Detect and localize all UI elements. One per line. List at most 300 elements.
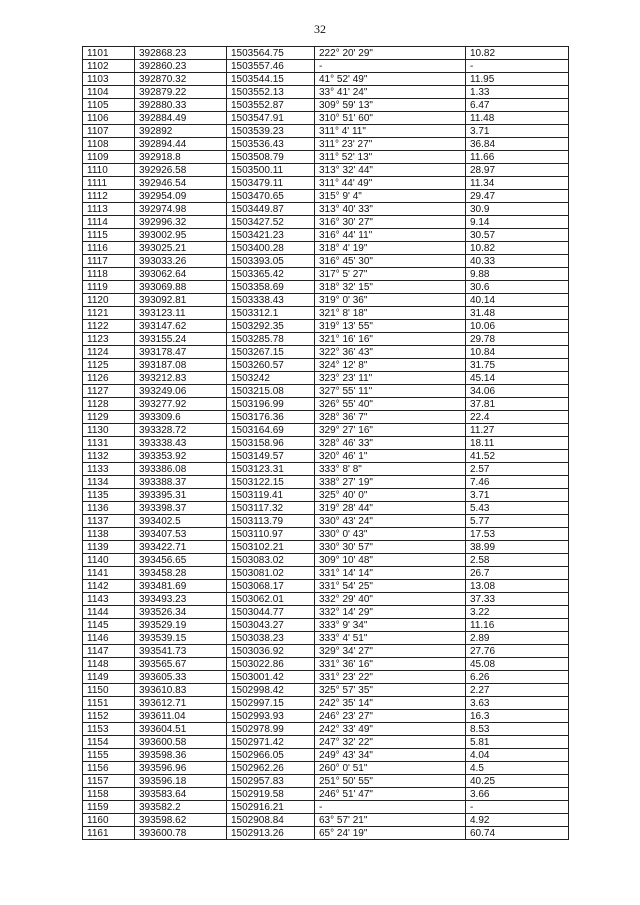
distance-cell: 4.92 [466, 814, 569, 827]
table-row [83, 333, 569, 346]
table-row [83, 645, 569, 658]
point-id-cell: 1137 [83, 515, 135, 528]
point-id-cell: 1109 [83, 151, 135, 164]
x-coordinate-cell: 393033.26 [135, 255, 227, 268]
y-coordinate-cell: 1502916.21 [227, 801, 315, 814]
bearing-cell: 331° 36' 16" [315, 658, 466, 671]
x-coordinate-cell: 393328.72 [135, 424, 227, 437]
distance-cell: 36.84 [466, 138, 569, 151]
bearing-cell: 311° 23' 27" [315, 138, 466, 151]
point-id-cell: 1146 [83, 632, 135, 645]
x-coordinate-cell: 393526.34 [135, 606, 227, 619]
point-id-cell: 1155 [83, 749, 135, 762]
y-coordinate-cell: 1503312.1 [227, 307, 315, 320]
table-row [83, 567, 569, 580]
y-coordinate-cell: 1502978.99 [227, 723, 315, 736]
coordinates-table-body [83, 47, 569, 840]
y-coordinate-cell: 1503547.91 [227, 112, 315, 125]
point-id-cell: 1141 [83, 567, 135, 580]
x-coordinate-cell: 393456.65 [135, 554, 227, 567]
distance-cell: 29.78 [466, 333, 569, 346]
bearing-cell: 322° 36' 43" [315, 346, 466, 359]
bearing-cell: 321° 8' 18" [315, 307, 466, 320]
distance-cell: 2.89 [466, 632, 569, 645]
y-coordinate-cell: 1503470.65 [227, 190, 315, 203]
x-coordinate-cell: 392860.23 [135, 60, 227, 73]
x-coordinate-cell: 393002.95 [135, 229, 227, 242]
point-id-cell: 1110 [83, 164, 135, 177]
point-id-cell: 1152 [83, 710, 135, 723]
table-row [83, 502, 569, 515]
y-coordinate-cell: 1502957.83 [227, 775, 315, 788]
table-row [83, 606, 569, 619]
y-coordinate-cell: 1503001.42 [227, 671, 315, 684]
table-row [83, 684, 569, 697]
distance-cell: 9.88 [466, 268, 569, 281]
distance-cell: 11.27 [466, 424, 569, 437]
table-row [83, 229, 569, 242]
distance-cell: 2.58 [466, 554, 569, 567]
x-coordinate-cell: 393481.69 [135, 580, 227, 593]
distance-cell: 11.95 [466, 73, 569, 86]
distance-cell: 10.82 [466, 47, 569, 60]
y-coordinate-cell: 1503083.02 [227, 554, 315, 567]
x-coordinate-cell: 392868.23 [135, 47, 227, 60]
point-id-cell: 1147 [83, 645, 135, 658]
bearing-cell: 321° 16' 16" [315, 333, 466, 346]
bearing-cell: 330° 0' 43" [315, 528, 466, 541]
y-coordinate-cell: 1502971.42 [227, 736, 315, 749]
x-coordinate-cell: 393610.83 [135, 684, 227, 697]
y-coordinate-cell: 1503113.79 [227, 515, 315, 528]
point-id-cell: 1161 [83, 827, 135, 840]
x-coordinate-cell: 393398.37 [135, 502, 227, 515]
bearing-cell: 309° 10' 48" [315, 554, 466, 567]
point-id-cell: 1151 [83, 697, 135, 710]
table-row [83, 60, 569, 73]
bearing-cell: 328° 46' 33" [315, 437, 466, 450]
bearing-cell: 323° 23' 11" [315, 372, 466, 385]
point-id-cell: 1123 [83, 333, 135, 346]
point-id-cell: 1145 [83, 619, 135, 632]
x-coordinate-cell: 393277.92 [135, 398, 227, 411]
table-row [83, 112, 569, 125]
bearing-cell: 316° 30' 27" [315, 216, 466, 229]
x-coordinate-cell: 392946.54 [135, 177, 227, 190]
bearing-cell: 242° 33' 49" [315, 723, 466, 736]
table-row [83, 749, 569, 762]
y-coordinate-cell: 1502966.05 [227, 749, 315, 762]
y-coordinate-cell: 1503544.15 [227, 73, 315, 86]
bearing-cell: 249° 43' 34" [315, 749, 466, 762]
table-row [83, 424, 569, 437]
x-coordinate-cell: 393353.92 [135, 450, 227, 463]
table-row [83, 203, 569, 216]
x-coordinate-cell: 393212.83 [135, 372, 227, 385]
point-id-cell: 1107 [83, 125, 135, 138]
x-coordinate-cell: 392884.49 [135, 112, 227, 125]
page-number: 32 [314, 22, 326, 36]
x-coordinate-cell: 393600.58 [135, 736, 227, 749]
y-coordinate-cell: 1503358.69 [227, 281, 315, 294]
distance-cell: 26.7 [466, 567, 569, 580]
y-coordinate-cell: 1503539.23 [227, 125, 315, 138]
point-id-cell: 1118 [83, 268, 135, 281]
point-id-cell: 1125 [83, 359, 135, 372]
table-row [83, 593, 569, 606]
table-row [83, 216, 569, 229]
distance-cell: 9.14 [466, 216, 569, 229]
point-id-cell: 1142 [83, 580, 135, 593]
y-coordinate-cell: 1503479.11 [227, 177, 315, 190]
distance-cell: 34.06 [466, 385, 569, 398]
y-coordinate-cell: 1503038.23 [227, 632, 315, 645]
x-coordinate-cell: 392894.44 [135, 138, 227, 151]
y-coordinate-cell: 1503365.42 [227, 268, 315, 281]
bearing-cell: 332° 29' 40" [315, 593, 466, 606]
point-id-cell: 1132 [83, 450, 135, 463]
table-row [83, 632, 569, 645]
distance-cell: 30.6 [466, 281, 569, 294]
distance-cell: 3.22 [466, 606, 569, 619]
table-row [83, 125, 569, 138]
bearing-cell: 333° 4' 51" [315, 632, 466, 645]
point-id-cell: 1130 [83, 424, 135, 437]
y-coordinate-cell: 1502913.26 [227, 827, 315, 840]
y-coordinate-cell: 1502997.15 [227, 697, 315, 710]
distance-cell: 37.33 [466, 593, 569, 606]
bearing-cell: 319° 0' 36" [315, 294, 466, 307]
bearing-cell: 331° 23' 22" [315, 671, 466, 684]
table-row [83, 281, 569, 294]
distance-cell: 37.81 [466, 398, 569, 411]
table-row [83, 515, 569, 528]
point-id-cell: 1160 [83, 814, 135, 827]
bearing-cell: 311° 44' 49" [315, 177, 466, 190]
x-coordinate-cell: 393565.67 [135, 658, 227, 671]
distance-cell: 5.81 [466, 736, 569, 749]
x-coordinate-cell: 393388.37 [135, 476, 227, 489]
x-coordinate-cell: 392892 [135, 125, 227, 138]
bearing-cell: 333° 8' 8" [315, 463, 466, 476]
bearing-cell: 333° 9' 34" [315, 619, 466, 632]
point-id-cell: 1154 [83, 736, 135, 749]
point-id-cell: 1114 [83, 216, 135, 229]
point-id-cell: 1120 [83, 294, 135, 307]
table-row [83, 164, 569, 177]
distance-cell: 11.48 [466, 112, 569, 125]
distance-cell: 18.11 [466, 437, 569, 450]
distance-cell: 3.66 [466, 788, 569, 801]
y-coordinate-cell: 1503267.15 [227, 346, 315, 359]
bearing-cell: 310° 51' 60" [315, 112, 466, 125]
table-row [83, 736, 569, 749]
x-coordinate-cell: 393147.62 [135, 320, 227, 333]
bearing-cell: 63° 57' 21" [315, 814, 466, 827]
distance-cell: 28.97 [466, 164, 569, 177]
distance-cell: 31.75 [466, 359, 569, 372]
distance-cell: 29.47 [466, 190, 569, 203]
point-id-cell: 1127 [83, 385, 135, 398]
bearing-cell: 325° 40' 0" [315, 489, 466, 502]
y-coordinate-cell: 1502962.26 [227, 762, 315, 775]
distance-cell: 45.14 [466, 372, 569, 385]
table-row [83, 47, 569, 60]
y-coordinate-cell: 1503062.01 [227, 593, 315, 606]
table-row [83, 827, 569, 840]
bearing-cell: 324° 12' 8" [315, 359, 466, 372]
bearing-cell: 317° 5' 27" [315, 268, 466, 281]
table-row [83, 411, 569, 424]
bearing-cell: 41° 52' 49" [315, 73, 466, 86]
y-coordinate-cell: 1503508.79 [227, 151, 315, 164]
distance-cell: 2.27 [466, 684, 569, 697]
table-row [83, 372, 569, 385]
distance-cell: 4.04 [466, 749, 569, 762]
x-coordinate-cell: 393611.04 [135, 710, 227, 723]
table-row [83, 528, 569, 541]
point-id-cell: 1149 [83, 671, 135, 684]
distance-cell: - [466, 801, 569, 814]
point-id-cell: 1106 [83, 112, 135, 125]
y-coordinate-cell: 1503164.69 [227, 424, 315, 437]
table-row [83, 138, 569, 151]
bearing-cell: 316° 44' 11" [315, 229, 466, 242]
distance-cell: 31.48 [466, 307, 569, 320]
x-coordinate-cell: 392974.98 [135, 203, 227, 216]
x-coordinate-cell: 393092.81 [135, 294, 227, 307]
x-coordinate-cell: 393598.62 [135, 814, 227, 827]
point-id-cell: 1131 [83, 437, 135, 450]
point-id-cell: 1108 [83, 138, 135, 151]
bearing-cell: 328° 36' 7" [315, 411, 466, 424]
table-row [83, 710, 569, 723]
point-id-cell: 1153 [83, 723, 135, 736]
x-coordinate-cell: 392996.32 [135, 216, 227, 229]
distance-cell: 38.99 [466, 541, 569, 554]
y-coordinate-cell: 1502908.84 [227, 814, 315, 827]
x-coordinate-cell: 393123.11 [135, 307, 227, 320]
x-coordinate-cell: 392879.22 [135, 86, 227, 99]
x-coordinate-cell: 393605.33 [135, 671, 227, 684]
y-coordinate-cell: 1503081.02 [227, 567, 315, 580]
x-coordinate-cell: 393407.53 [135, 528, 227, 541]
bearing-cell: 318° 4' 19" [315, 242, 466, 255]
table-row [83, 541, 569, 554]
distance-cell: 8.53 [466, 723, 569, 736]
x-coordinate-cell: 393422.71 [135, 541, 227, 554]
distance-cell: 22.4 [466, 411, 569, 424]
distance-cell: 30.57 [466, 229, 569, 242]
table-row [83, 489, 569, 502]
bearing-cell: 325° 57' 35" [315, 684, 466, 697]
point-id-cell: 1112 [83, 190, 135, 203]
bearing-cell: 326° 55' 40" [315, 398, 466, 411]
table-row [83, 268, 569, 281]
distance-cell: 41.52 [466, 450, 569, 463]
x-coordinate-cell: 393062.64 [135, 268, 227, 281]
table-row [83, 762, 569, 775]
x-coordinate-cell: 393598.36 [135, 749, 227, 762]
point-id-cell: 1113 [83, 203, 135, 216]
table-row [83, 320, 569, 333]
point-id-cell: 1119 [83, 281, 135, 294]
point-id-cell: 1102 [83, 60, 135, 73]
distance-cell: 17.53 [466, 528, 569, 541]
bearing-cell: - [315, 801, 466, 814]
table-row [83, 775, 569, 788]
y-coordinate-cell: 1503119.41 [227, 489, 315, 502]
point-id-cell: 1150 [83, 684, 135, 697]
y-coordinate-cell: 1503285.78 [227, 333, 315, 346]
distance-cell: 27.76 [466, 645, 569, 658]
y-coordinate-cell: 1503122.15 [227, 476, 315, 489]
bearing-cell: 313° 40' 33" [315, 203, 466, 216]
distance-cell: 3.71 [466, 125, 569, 138]
point-id-cell: 1103 [83, 73, 135, 86]
y-coordinate-cell: 1503215.08 [227, 385, 315, 398]
distance-cell: 60.74 [466, 827, 569, 840]
y-coordinate-cell: 1503242 [227, 372, 315, 385]
x-coordinate-cell: 393612.71 [135, 697, 227, 710]
point-id-cell: 1158 [83, 788, 135, 801]
point-id-cell: 1122 [83, 320, 135, 333]
x-coordinate-cell: 393458.28 [135, 567, 227, 580]
y-coordinate-cell: 1503557.46 [227, 60, 315, 73]
point-id-cell: 1156 [83, 762, 135, 775]
bearing-cell: 315° 9' 4" [315, 190, 466, 203]
point-id-cell: 1126 [83, 372, 135, 385]
bearing-cell: 329° 34' 27" [315, 645, 466, 658]
distance-cell: 16.3 [466, 710, 569, 723]
y-coordinate-cell: 1503043.27 [227, 619, 315, 632]
bearing-cell: 331° 54' 25" [315, 580, 466, 593]
bearing-cell: 242° 35' 14" [315, 697, 466, 710]
point-id-cell: 1104 [83, 86, 135, 99]
point-id-cell: 1135 [83, 489, 135, 502]
table-row [83, 385, 569, 398]
x-coordinate-cell: 393600.78 [135, 827, 227, 840]
table-row [83, 788, 569, 801]
table-row [83, 99, 569, 112]
distance-cell: 10.06 [466, 320, 569, 333]
table-row [83, 346, 569, 359]
table-row [83, 450, 569, 463]
y-coordinate-cell: 1502993.93 [227, 710, 315, 723]
x-coordinate-cell: 393539.15 [135, 632, 227, 645]
table-row [83, 814, 569, 827]
point-id-cell: 1159 [83, 801, 135, 814]
distance-cell: 45.08 [466, 658, 569, 671]
point-id-cell: 1129 [83, 411, 135, 424]
table-row [83, 463, 569, 476]
point-id-cell: 1117 [83, 255, 135, 268]
x-coordinate-cell: 393596.18 [135, 775, 227, 788]
x-coordinate-cell: 392954.09 [135, 190, 227, 203]
y-coordinate-cell: 1503022.86 [227, 658, 315, 671]
x-coordinate-cell: 393386.08 [135, 463, 227, 476]
y-coordinate-cell: 1503117.32 [227, 502, 315, 515]
y-coordinate-cell: 1503449.87 [227, 203, 315, 216]
distance-cell: 3.71 [466, 489, 569, 502]
distance-cell: 11.66 [466, 151, 569, 164]
x-coordinate-cell: 393309.6 [135, 411, 227, 424]
point-id-cell: 1136 [83, 502, 135, 515]
x-coordinate-cell: 392918.8 [135, 151, 227, 164]
bearing-cell: 33° 41' 24" [315, 86, 466, 99]
distance-cell: 10.82 [466, 242, 569, 255]
y-coordinate-cell: 1503110.97 [227, 528, 315, 541]
table-row [83, 177, 569, 190]
y-coordinate-cell: 1502998.42 [227, 684, 315, 697]
distance-cell: 5.43 [466, 502, 569, 515]
x-coordinate-cell: 393604.51 [135, 723, 227, 736]
x-coordinate-cell: 393493.23 [135, 593, 227, 606]
x-coordinate-cell: 392926.58 [135, 164, 227, 177]
table-row [83, 73, 569, 86]
table-row [83, 151, 569, 164]
y-coordinate-cell: 1503292.35 [227, 320, 315, 333]
x-coordinate-cell: 393249.06 [135, 385, 227, 398]
x-coordinate-cell: 393155.24 [135, 333, 227, 346]
x-coordinate-cell: 392870.32 [135, 73, 227, 86]
x-coordinate-cell: 393069.88 [135, 281, 227, 294]
x-coordinate-cell: 393395.31 [135, 489, 227, 502]
point-id-cell: 1148 [83, 658, 135, 671]
y-coordinate-cell: 1503149.57 [227, 450, 315, 463]
table-row [83, 671, 569, 684]
y-coordinate-cell: 1503338.43 [227, 294, 315, 307]
bearing-cell: 332° 14' 29" [315, 606, 466, 619]
bearing-cell: 311° 4' 11" [315, 125, 466, 138]
distance-cell: 11.34 [466, 177, 569, 190]
bearing-cell: 260° 0' 51" [315, 762, 466, 775]
distance-cell: 40.14 [466, 294, 569, 307]
point-id-cell: 1101 [83, 47, 135, 60]
y-coordinate-cell: 1503176.36 [227, 411, 315, 424]
bearing-cell: 329° 27' 16" [315, 424, 466, 437]
bearing-cell: 246° 23' 27" [315, 710, 466, 723]
y-coordinate-cell: 1503102.21 [227, 541, 315, 554]
x-coordinate-cell: 393025.21 [135, 242, 227, 255]
x-coordinate-cell: 393338.43 [135, 437, 227, 450]
point-id-cell: 1133 [83, 463, 135, 476]
y-coordinate-cell: 1503400.28 [227, 242, 315, 255]
table-row [83, 723, 569, 736]
bearing-cell: - [315, 60, 466, 73]
y-coordinate-cell: 1503123.31 [227, 463, 315, 476]
bearing-cell: 318° 32' 15" [315, 281, 466, 294]
point-id-cell: 1128 [83, 398, 135, 411]
distance-cell: 13.08 [466, 580, 569, 593]
y-coordinate-cell: 1503044.77 [227, 606, 315, 619]
bearing-cell: 316° 45' 30" [315, 255, 466, 268]
distance-cell: 7.46 [466, 476, 569, 489]
point-id-cell: 1124 [83, 346, 135, 359]
y-coordinate-cell: 1503552.87 [227, 99, 315, 112]
table-row [83, 658, 569, 671]
y-coordinate-cell: 1502919.58 [227, 788, 315, 801]
point-id-cell: 1121 [83, 307, 135, 320]
bearing-cell: 311° 52' 13" [315, 151, 466, 164]
bearing-cell: 331° 14' 14" [315, 567, 466, 580]
distance-cell: 30.9 [466, 203, 569, 216]
table-row [83, 476, 569, 489]
bearing-cell: 320° 46' 1" [315, 450, 466, 463]
y-coordinate-cell: 1503552.13 [227, 86, 315, 99]
table-row [83, 255, 569, 268]
y-coordinate-cell: 1503196.99 [227, 398, 315, 411]
